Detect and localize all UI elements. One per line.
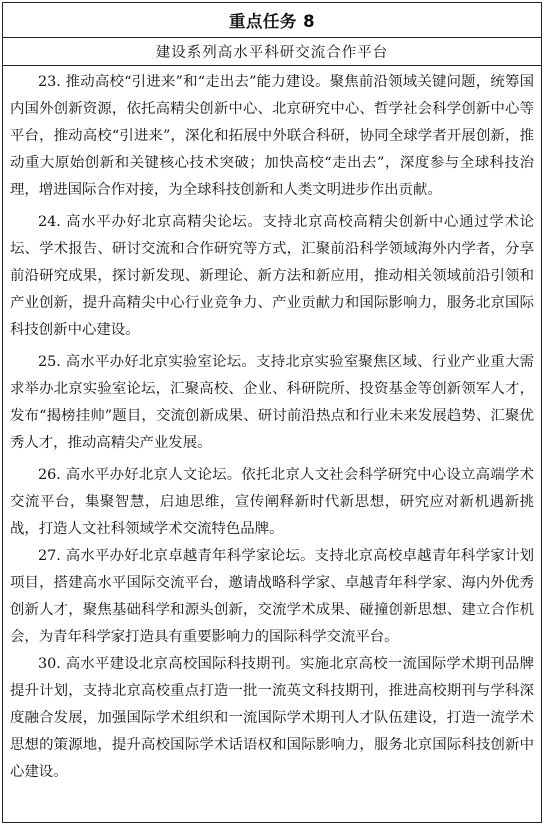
box-body xyxy=(3,69,541,786)
item-25: 25. 高水平办好北京实验室论坛。支持北京实验室聚焦区域、行业产业重大需求举办北京实验室论坛，汇聚高校、企业、科研院所、投资基金等创新领军人才，发布“揭榜挂帅”题目，交流创新成果、研讨前沿热点和行业未来发展趋势、汇聚优秀人才，推动高精尖产业发展。 xyxy=(10,354,534,451)
box-title: 重点任务 8 xyxy=(3,3,541,38)
item-27: 27. 高水平办好北京卓越青年科学家论坛。支持北京高校卓越青年科学家计划项目，搭建高水平国际交流平台，邀请战略科学家、卓越青年科学家、海内外优秀创新人才，聚焦基础科学和源头创新，交流学术成果、碰撞创新思想、建立合作机会，为青年科学家打造具有重要影响力的国际科学交流平台。 xyxy=(10,548,534,645)
item-23: 23. 推动高校“引进来”和“走出去”能力建设。聚焦前沿领域关键问题，统筹国内国外创新资源，依托高精尖创新中心、北京研究中心、哲学社会科学创新中心等平台，推动高校“引进来”，深化和拓展中外联合科研，协同全球学者开展创新，推动重大原始创新和关键核心技术突破；加快高校“走出去”，深度参与全球科技治理，增进国际合作对接，为全球科技创新和人类文明进步作出贡献。 xyxy=(10,74,534,198)
item-30: 30. 高水平建设北京高校国际科技期刊。实施北京高校一流国际学术期刊品牌提升计划，支持北京高校重点打造一批一流英文科技期刊，推进高校期刊与学科深度融合发展，加强国际学术组织和一流国际学术期刊人才队伍建设，打造一流学术思想的策源地，提升高校国际学术话语权和国际影响力，服务北京国际科技创新中心建设。 xyxy=(10,656,534,780)
box-subtitle: 建设系列高水平科研交流合作平台 xyxy=(3,38,541,66)
item-24: 24. 高水平办好北京高精尖论坛。支持北京高校高精尖创新中心通过学术论坛、学术报告、研讨交流和合作研究等方式，汇聚前沿科学领域海外内学者，分享前沿研究成果，探讨新发现、新理论、新方法和新应用，推动相关领域前沿引领和产业创新，提升高精尖中心行业竞争力、产业贡献力和国际影响力，服务北京国际科技创新中心建设。 xyxy=(10,214,534,338)
item-26: 26. 高水平办好北京人文论坛。依托北京人文社会科学研究中心设立高端学术交流平台，集聚智慧，启迪思维，宣传阐释新时代新思想，研究应对新机遇新挑战，打造人文社科领域学术交流特色品牌。 xyxy=(10,467,534,537)
task-box xyxy=(2,2,542,823)
